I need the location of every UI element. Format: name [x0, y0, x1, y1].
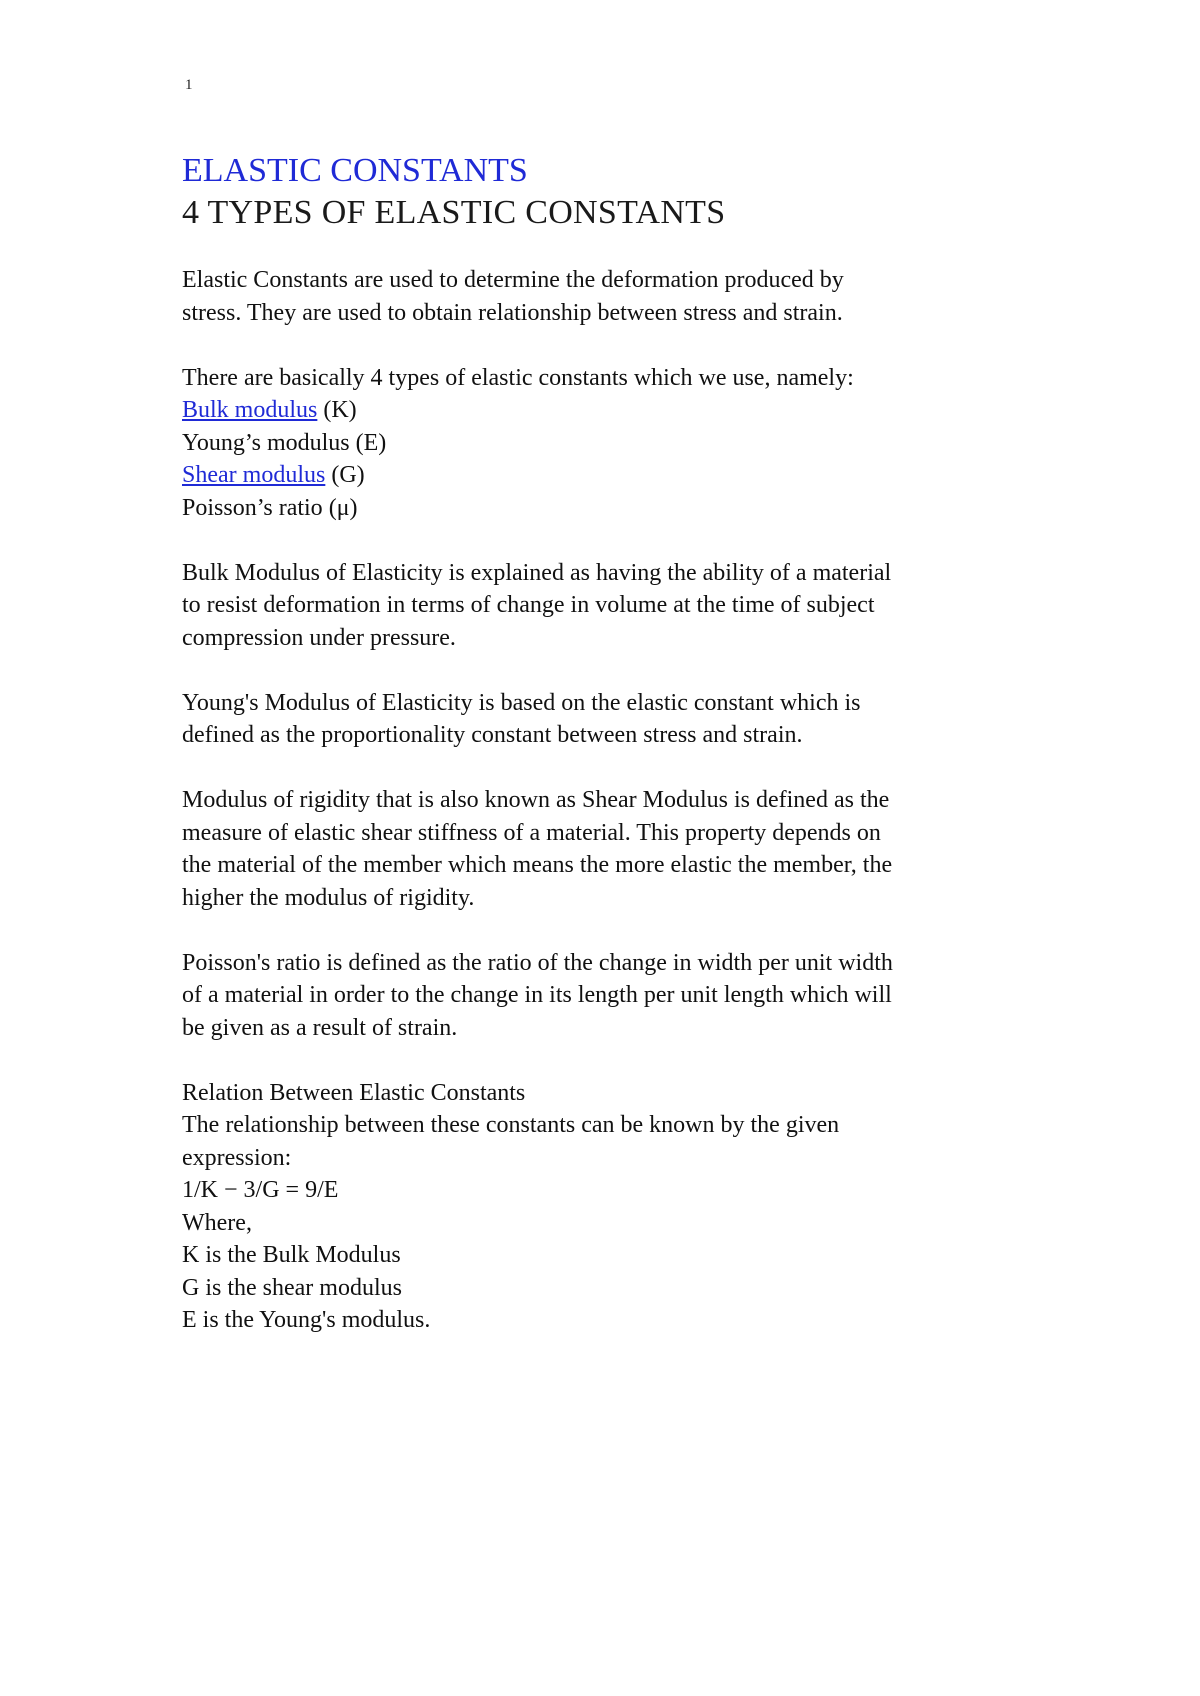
definition-g: G is the shear modulus — [182, 1274, 402, 1301]
document-body — [182, 150, 1062, 1337]
young-modulus-paragraph — [182, 687, 1062, 752]
poisson-paragraph — [182, 947, 1062, 1045]
text-line: of a material in order to the change in its length per unit length which will — [182, 982, 892, 1008]
shear-modulus-link[interactable]: Shear modulus — [182, 462, 326, 488]
type-name: Poisson’s ratio — [182, 494, 323, 521]
type-item-bulk — [182, 394, 1062, 427]
text-line: Poisson's ratio is defined as the ratio of the change in width per unit width — [182, 949, 893, 976]
relation-heading: Relation Between Elastic Constants — [182, 1079, 526, 1106]
text-line: to resist deformation in terms of change in volume at the time of subject — [182, 592, 875, 618]
document-subtitle: 4 TYPES OF ELASTIC CONSTANTS — [182, 194, 726, 231]
relation-section — [182, 1077, 1062, 1337]
page-number: 1 — [185, 77, 193, 93]
type-item-young — [182, 427, 1062, 460]
definition-k: K is the Bulk Modulus — [182, 1242, 401, 1268]
text-line: The relationship between these constants can be known by the given — [182, 1112, 840, 1138]
relation-formula: 1/K − 3/G = 9/E — [182, 1177, 339, 1203]
text-line: compression under pressure. — [182, 624, 456, 651]
type-symbol: (G) — [325, 462, 365, 488]
type-name: Young’s modulus — [182, 429, 350, 456]
text-line: expression: — [182, 1144, 292, 1171]
text-line: Young's Modulus of Elasticity is based on the elastic constant which is — [182, 689, 861, 716]
where-label: Where, — [182, 1209, 252, 1236]
text-line: defined as the proportionality constant between stress and strain. — [182, 722, 803, 748]
document-title: ELASTIC CONSTANTS — [182, 152, 528, 189]
text-line: be given as a result of strain. — [182, 1014, 458, 1041]
definition-e: E is the Young's modulus. — [182, 1307, 431, 1333]
text-line: stress. They are used to obtain relationship between stress and strain. — [182, 299, 843, 326]
text-line: measure of elastic shear stiffness of a material. This property depends on — [182, 819, 881, 846]
types-intro: There are basically 4 types of elastic constants which we use, namely: — [182, 364, 854, 391]
bulk-modulus-paragraph — [182, 557, 1062, 655]
types-paragraph — [182, 362, 1062, 525]
type-symbol: (E) — [349, 429, 387, 456]
bulk-modulus-link[interactable]: Bulk modulus — [182, 397, 318, 423]
text-line: higher the modulus of rigidity. — [182, 884, 475, 911]
type-symbol: (μ) — [322, 494, 358, 521]
text-line: Bulk Modulus of Elasticity is explained as having the ability of a material — [182, 559, 892, 586]
rigidity-paragraph — [182, 784, 1062, 914]
type-item-poisson — [182, 492, 1062, 525]
type-symbol: (K) — [317, 397, 357, 423]
text-line: Elastic Constants are used to determine the deformation produced by — [182, 267, 844, 293]
type-item-shear — [182, 459, 1062, 492]
text-line: the material of the member which means the more elastic the member, the — [182, 852, 893, 878]
text-line: Modulus of rigidity that is also known as Shear Modulus is defined as the — [182, 787, 890, 813]
intro-paragraph — [182, 264, 1062, 329]
